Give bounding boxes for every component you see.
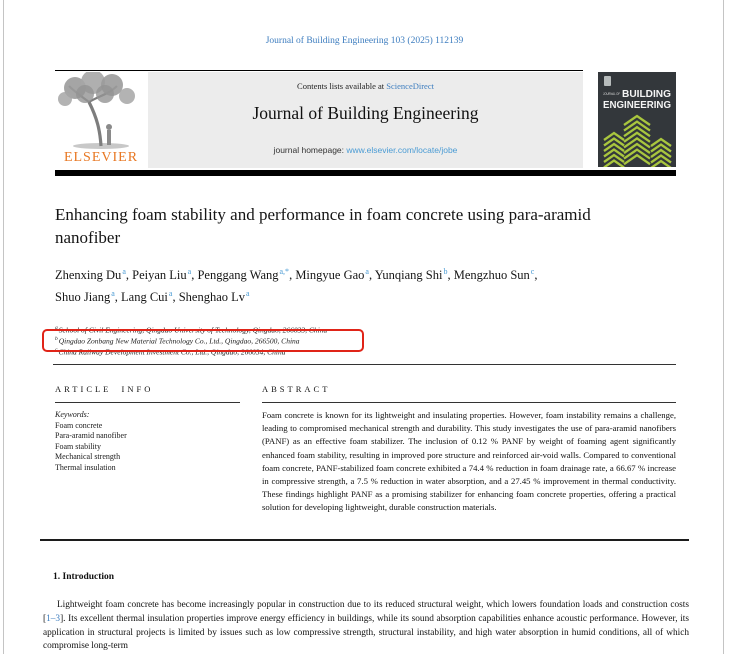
author[interactable]: Mingyue Gao$^a$, [295,267,375,283]
affiliation-list [55,324,615,357]
homepage-prefix: journal homepage: [273,145,347,155]
introduction-heading: 1. Introduction [53,572,115,582]
page-left-border [3,0,4,654]
keyword-item: Foam concrete [55,420,103,430]
introduction-paragraph: Lightweight foam concrete has become increasingly popular in construction due to its reduced structural weight, which lowers foundation loads and construction costs [1–3]. Its excellent thermal insulation properties improve energy efficiency in buildings, while its sound absorption capabilities enhance acoustic performance. However, its application in structural projects is limited by issues such as low compressive strength, structural instability, and high water absorption in humid conditions, all of which compromise long-term [43,600,689,652]
article-info-heading: ARTICLE INFO [55,384,154,394]
keywords-label: Keywords: [55,410,90,419]
author[interactable]: Peiyan Liu$^a$, [132,267,198,283]
citation-link-1-3[interactable]: 1–3 [46,613,61,624]
keywords-block [55,410,240,474]
journal-homepage-line [148,145,583,155]
author-affil-sup: a [111,288,115,298]
author[interactable]: Yunqiang Shi$^b$, [374,267,454,283]
author-affil-sup: c [530,267,535,276]
author[interactable]: Penggang Wang$^{a,*}$, [197,267,296,283]
sciencedirect-link[interactable]: ScienceDirect [386,81,434,91]
abstract-heading: ABSTRACT [262,384,331,394]
section-divider-rule [40,539,689,541]
author-affil-sup: a [187,267,192,276]
page-right-border [723,0,724,654]
header-bottom-bar [55,170,676,176]
keyword-item: Mechanical strength [55,452,121,462]
affiliation-a: $^a$School of Civil Engineering, Qingdao University of Technology, Qingdao, 266033, China [55,325,328,335]
affiliation-b: $^b$Qingdao Zonbang New Material Technology Co., Ltd., Qingdao, 266500, China [55,336,300,346]
keyword-item: Thermal insulation [55,462,116,472]
intro-text-before-citation: Lightweight foam concrete has become increasingly popular in construction due to its reduced structural weight, which lowers foundation loads and construction costs [57,600,689,610]
author-list [55,263,555,306]
abstract-text: Foam concrete is known for its lightweight and insulating properties. However, foam instability remains a challenge, leading to compromised mechanical strength and durability. This study investigates the use of para-aramid nanofibers (PANF) as an effective foam stabilizer. The inclusion of 0.12 % PANF by weight of foaming agent significantly enhanced foam stability, resulting in improved pore structure and reinforced air-void walls. Compared to conventional foam concrete, PANF-stabilized foam concrete exhibited a 74.4 % reduction in foam drainage rate, a 66.67 % increase in compressive strength, a 7.5 % reduction in water absorption, and a 27.45 % improvement in thermal conductivity. These findings highlight PANF as a promising stabilizer for enhancing foam concrete properties, offering a practical solution for developing lightweight, durable construction materials. [262,410,676,513]
journal-header-box [148,72,583,168]
author[interactable]: Shuo Jiang$^a$, [55,288,122,304]
keyword-item: Para-aramid nanofiber [55,431,127,441]
author-affil-sup: a [122,267,126,276]
author-affil-sup: a [168,288,173,298]
article-info-rule [55,402,240,403]
cover-engineering-text: ENGINEERING [603,100,672,111]
elsevier-wordmark: ELSEVIER [63,150,139,165]
abstract-rule [262,402,676,403]
journal-title: Journal of Building Engineering [252,103,479,123]
affiliation-c: $^c$China Railway Development Investment Co., Ltd., Qingdao, 266034, China [55,347,286,357]
elsevier-tree-icon [55,72,147,150]
article-title: Enhancing foam stability and performance in foam concrete using para-aramid nanofiber [55,205,591,247]
running-head-citation: Journal of Building Engineering 103 (2025) 112139 [265,36,464,46]
journal-cover-art [598,72,676,167]
contents-lists-text: Contents lists available at [297,81,387,91]
journal-cover-thumbnail[interactable] [598,72,676,167]
author[interactable]: Zhenxing Du$^a$, [55,267,133,283]
cover-journal-of-text: JOURNAL OF [603,92,620,96]
cover-building-text: BUILDING [622,89,672,100]
divider-rule [53,364,676,365]
header-top-rule [55,70,583,71]
author[interactable]: Shenghao Lv$^a$ [178,288,250,304]
author[interactable]: Mengzhuo Sun$^c$, [453,267,538,283]
homepage-link[interactable]: www.elsevier.com/locate/jobe [346,145,458,155]
intro-text-after-citation: . Its excellent thermal insulation properties improve energy efficiency in buildings, while its sound absorption capabilities enhance acoustic performance. However, its application in structural projects is limited by issues such as low compressive strength, structural instability, and high water absorption in humid conditions, all of which compromise long-term [43,613,689,652]
author-affil-sup: b [443,267,448,276]
contents-lists-line [148,81,583,91]
author-affil-sup: a,* [279,267,290,276]
cover-emblem-icon [604,76,611,86]
author[interactable]: Lang Cui$^a$, [121,288,179,304]
author-affil-sup: a [365,267,369,276]
keyword-item: Foam stability [55,441,101,451]
author-affil-sup: a [246,288,250,298]
